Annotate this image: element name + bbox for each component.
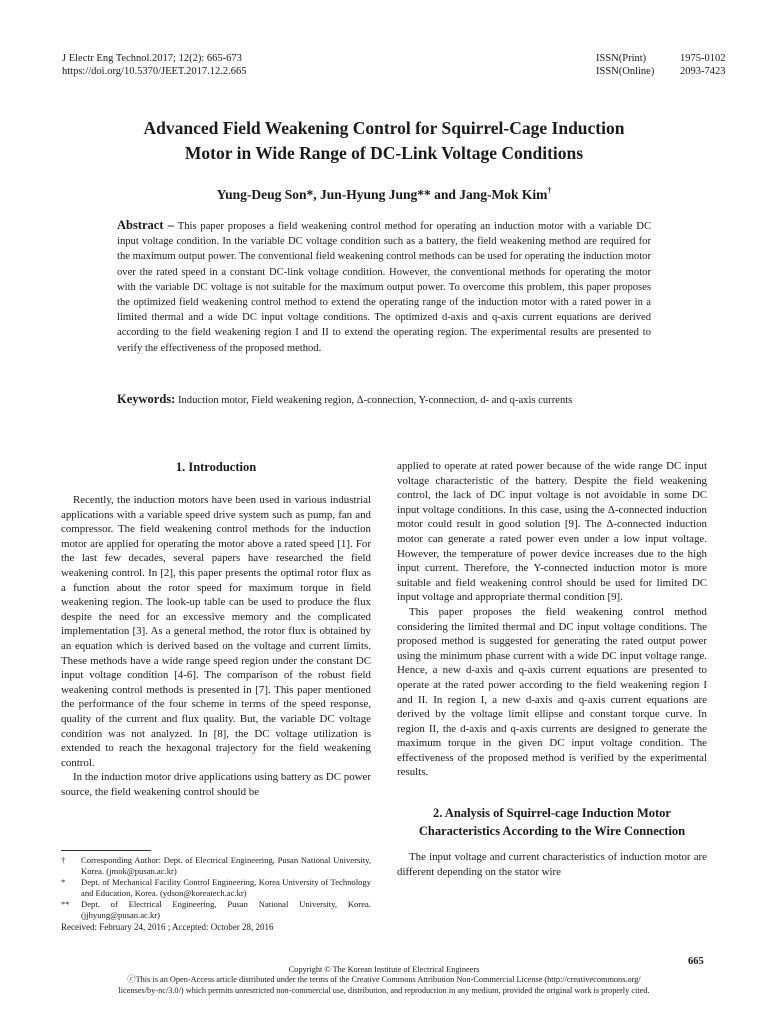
section-2-heading-line-1: 2. Analysis of Squirrel-cage Induction Motor [433,806,671,821]
corresponding-author-mark: † [547,186,552,195]
left-column [61,458,371,799]
section-2-heading-line-2: Characteristics According to the Wire Connection [418,824,686,839]
issn-online-label: ISSN(Online) [596,66,655,77]
received-dates: Received: February 24, 2016 ; Accepted: October 28, 2016 [61,922,274,932]
issn-print-row [596,52,726,65]
license-line-2: licenses/by-nc/3.0/) which permits unrestricted non-commercial use, distribution, and reproduction in any medium, provided the original work is properly cited. [118,985,650,995]
doi-link[interactable]: https://doi.org/10.5370/JEET.2017.12.2.665 [62,66,247,77]
abstract-label: Abstract – [117,218,175,232]
journal-header [62,52,247,78]
footnote-text: Dept. of Electrical Engineering, Pusan National University, Korea. (jjhyung@pusan.ac.kr) [81,899,371,920]
issn-print-value: 1975-0102 [680,53,726,64]
title-line-1: Advanced Field Weakening Control for Squirrel-Cage Induction [143,118,625,138]
right-column [397,459,707,879]
keywords-text: Induction motor, Field weakening region, Δ-connection, Y-connection, d- and q-axis currents [177,395,573,406]
intro-paragraph-2: In the induction motor drive applications using battery as DC power source, the field weakening control should be [61,771,371,798]
footnotes [61,855,371,933]
title-line-2: Motor in Wide Range of DC-Link Voltage Conditions [184,143,584,163]
keywords [117,392,651,408]
footnote-mark: † [61,855,66,865]
footnote-mark: * [61,877,66,887]
intro-paragraph-1: Recently, the induction motors have been used in various industrial applications with a variable speed drive system such as pump, fan and compressor. The field weakening control methods for the induction motor are applied for operating the motor above a rated speed [1]. For the last few decades, several papers have researched the field weakening control. In [2], this paper presents the optimal rotor flux as a function about the rotor speed for maximum torque in field weakening region. The look-up table can be used to produce the flux despite the need for an excessive memory and the complicated implementation [3]. As a general method, the rotor flux is obtained by an equation which is derived based on the voltage and current limits. These methods have a wide range speed region under the constant DC input voltage condition [4-6]. The comparison of the robust field weakening control methods is presented in [7]. This paper mentioned the performance of the four scheme in terms of the speed response, quality of the current and flux quality. But, the variable DC voltage condition was not analyzed. In [8], the DC voltage utilization is extended to reach the hexagonal trajectory for the field weakening control. [61,494,371,769]
footnote-corresponding [61,855,371,877]
issn-print-label: ISSN(Print) [596,53,647,64]
intro-paragraph-4: This paper proposes the field weakening control method considering the limited thermal and DC input voltage conditions. The proposed method is suggested for generating the rated output power using the minimum phase current with a wide DC input voltage range. Hence, a new d-axis and q-axis current equations are presented to operate at the rated power according to the field weakening region I and II. In region I, a new d-axis and q-axis current equations are derived by the voltage limit ellipse and constant torque curve. In region II, the d-axis and q-axis currents are designed to generate the maximum torque in the given DC input voltage condition. The effectiveness of the proposed method is verified by the experimental results. [397,605,707,779]
section-heading-analysis [397,804,707,840]
section-heading-introduction: 1. Introduction [175,460,257,474]
abstract-text: This paper proposes a field weakening control method for operating an induction motor with a variable DC input voltage condition. In the variable DC voltage condition such as a battery, the field weakening method are required for the maximum output power. The conventional field weakening control methods can be used for operating the induction motor over the rated speed in a constant DC-link voltage condition. However, the conventional methods for operating the motor with the variable DC voltage is not suitable for the maximum output power. To overcome this problem, this paper proposes the optimized field weakening control method to extend the operating range of the induction motor with a rated power in a limited thermal and a wide DC input voltage conditions. The optimized d-axis and q-axis current equations are derived according to the field weakening region I and II to extend the operating region. The experimental results are presented to verify the effectiveness of the proposed method. [117,221,652,354]
issn-online-row [596,65,726,78]
author-names: Yung-Deug Son*, Jun-Hyung Jung** and Jang-Mok Kim [216,187,548,202]
footnote-text: Corresponding Author: Dept. of Electrical Engineering, Pusan National University, Korea. (jmok@pusan.ac.kr) [81,855,371,876]
license-text-1: This is an Open-Access article distributed under the terms of the Creative Commons Attribution Non-Commercial License (http://creativecommons.org/ [135,975,641,984]
footnote-text: Dept. of Mechanical Facility Control Engineering, Korea University of Technology and Education, Korea. (ydson@koreatech.ac.kr) [81,877,371,898]
open-access-icon: ⓒ [127,975,136,984]
page-number: 665 [688,956,704,967]
issn-online-value: 2093-7423 [680,66,726,77]
abstract [117,218,651,356]
footnote-author-2 [61,899,371,921]
copyright-notice: Copyright © The Korean Institute of Electrical Engineers [288,965,480,974]
license-notice [62,975,706,996]
journal-citation: J Electr Eng Technol.2017; 12(2): 665-673 [62,53,242,64]
author-list [62,186,706,203]
footnote-author-1 [61,877,371,899]
paper-title [62,116,706,166]
intro-paragraph-3: applied to operate at rated power because of the wide range DC input voltage characteristic of the battery. Despite the field weakening control, the lack of DC input voltage is not avoidable in some DC input voltage conditions. In this case, using the Δ-connected induction motor could result in good solution [9]. The Δ-connected induction motor can generate a rated power even under a low input voltage. However, the temperature of power device increases due to the high input current. Therefore, the Y-connected induction motor is more suitable and field weakening control should be used for limited DC input voltage and appropriate thermal condition [9]. [397,460,707,604]
license-line-1 [62,975,706,986]
footnote-divider [61,850,151,851]
footnote-mark: ** [61,899,70,909]
keywords-label: Keywords: [117,392,176,406]
analysis-paragraph-1: The input voltage and current characteristics of induction motor are different depending on the stator wire [397,851,707,878]
issn-block [596,52,726,78]
